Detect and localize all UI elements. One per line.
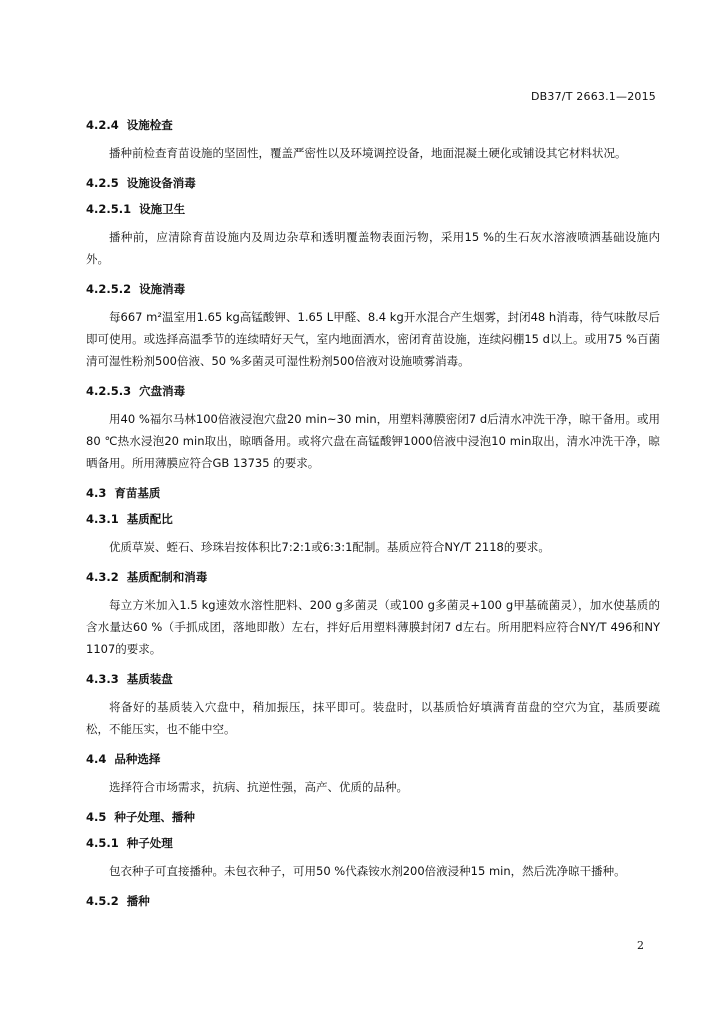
section-title: 播种 xyxy=(126,894,150,908)
section-number: 4.4 xyxy=(86,752,107,766)
page-number: 2 xyxy=(637,939,644,952)
section-heading xyxy=(86,751,660,767)
section-number: 4.2.4 xyxy=(86,118,119,132)
section-number: 4.3.3 xyxy=(86,672,119,686)
section-heading xyxy=(86,569,660,585)
section-heading xyxy=(86,281,660,297)
section-title: 设施消毒 xyxy=(139,282,186,296)
paragraph: 每667 m²温室用1.65 kg高锰酸钾、1.65 L甲醛、8.4 kg开水混合产生烟雾，封闭48 h消毒，待气味散尽后即可使用。或选择高温季节的连续晴好天气，室内地面洒水，密闭育苗设施，连续闷棚15 d以上。或用75 %百菌清可湿性粉剂500倍液、50 %多菌灵可湿性粉剂500倍液对设施喷雾消毒。 xyxy=(86,310,660,368)
section-heading xyxy=(86,383,660,399)
section-heading xyxy=(86,201,660,217)
paragraph: 将备好的基质装入穴盘中，稍加振压，抹平即可。装盘时，以基质恰好填满育苗盘的空穴为宜，基质要疏松，不能压实，也不能中空。 xyxy=(86,700,660,736)
paragraph: 优质草炭、蛭石、珍珠岩按体积比7:2:1或6:3:1配制。基质应符合NY/T 2118的要求。 xyxy=(109,540,550,554)
section-number: 4.5.2 xyxy=(86,894,119,908)
section-heading xyxy=(86,485,660,501)
section-heading xyxy=(86,835,660,851)
paragraph: 每立方米加入1.5 kg速效水溶性肥料、200 g多菌灵（或100 g多菌灵+100 g甲基硫菌灵），加水使基质的含水量达60 %（手抓成团，落地即散）左右，拌好后用塑料薄膜封闭7 d左右。所用肥料应符合NY/T 496和NY 1107的要求。 xyxy=(86,598,660,656)
section-number: 4.5 xyxy=(86,810,107,824)
section-number: 4.2.5.1 xyxy=(86,202,132,216)
section-number: 4.2.5.3 xyxy=(86,384,132,398)
section-title: 穴盘消毒 xyxy=(139,384,186,398)
paragraph: 选择符合市场需求，抗病、抗逆性强，高产、优质的品种。 xyxy=(109,780,408,794)
section-heading xyxy=(86,671,660,687)
section-number: 4.3.2 xyxy=(86,570,119,584)
section-heading xyxy=(86,809,660,825)
section-title: 品种选择 xyxy=(114,752,161,766)
section-title: 育苗基质 xyxy=(114,486,161,500)
paragraph: 用40 %福尔马林100倍液浸泡穴盘20 min~30 min，用塑料薄膜密闭7 d后清水冲洗干净，晾干备用。或用80 ℃热水浸泡20 min取出，晾晒备用。或将穴盘在高锰酸钾1000倍液中浸泡10 min取出，清水冲洗干净，晾晒备用。所用薄膜应符合GB 13735 的要求。 xyxy=(86,412,660,470)
paragraph: 包衣种子可直接播种。未包衣种子，可用50 %代森铵水剂200倍液浸种15 min，然后洗净晾干播种。 xyxy=(109,864,626,878)
section-heading xyxy=(86,511,660,527)
section-title: 设施检查 xyxy=(126,118,173,132)
section-title: 基质配制和消毒 xyxy=(126,570,208,584)
section-number: 4.3 xyxy=(86,486,107,500)
section-heading xyxy=(86,175,660,191)
section-number: 4.2.5 xyxy=(86,176,119,190)
section-number: 4.3.1 xyxy=(86,512,119,526)
paragraph: 播种前，应清除育苗设施内及周边杂草和透明覆盖物表面污物，采用15 %的生石灰水溶液喷洒基础设施内外。 xyxy=(86,230,660,266)
section-title: 设施设备消毒 xyxy=(126,176,196,190)
section-title: 设施卫生 xyxy=(139,202,186,216)
section-title: 种子处理 xyxy=(126,836,173,850)
section-number: 4.5.1 xyxy=(86,836,119,850)
section-title: 种子处理、播种 xyxy=(114,810,195,824)
section-heading xyxy=(86,893,660,909)
document-body xyxy=(86,117,660,909)
section-heading xyxy=(86,117,660,133)
section-number: 4.2.5.2 xyxy=(86,282,132,296)
paragraph: 播种前检查育苗设施的坚固性，覆盖严密性以及环境调控设备，地面混凝土硬化或铺设其它材料状况。 xyxy=(109,146,627,160)
section-title: 基质装盘 xyxy=(126,672,173,686)
section-title: 基质配比 xyxy=(126,512,173,526)
standard-number: DB37/T 2663.1—2015 xyxy=(530,90,656,103)
